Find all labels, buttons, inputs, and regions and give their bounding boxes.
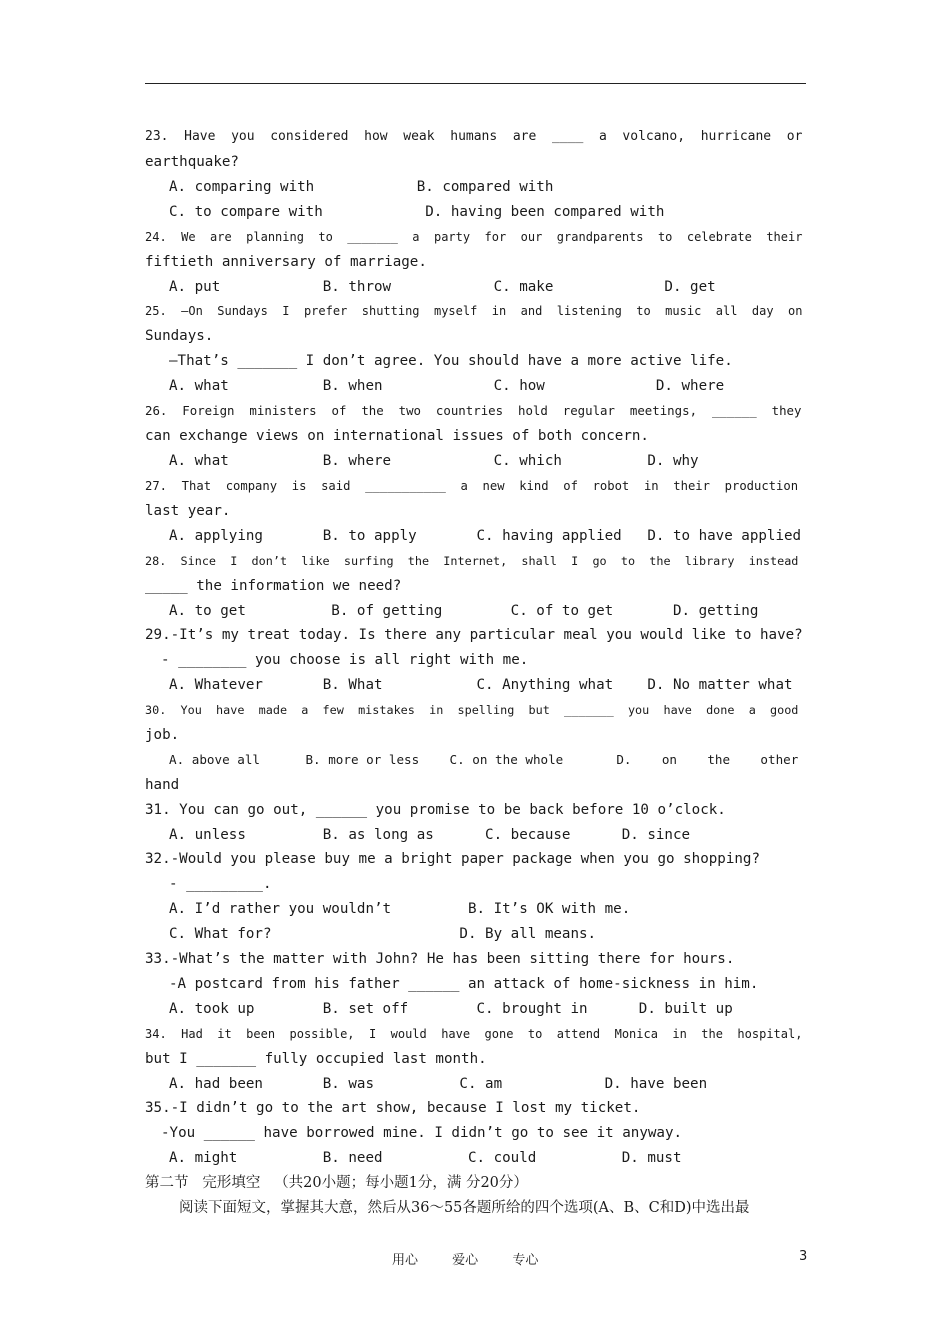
q26-stem: 26. Foreign ministers of the two countries hold regular meetings, ______ they bbox=[145, 403, 802, 418]
q31-options: A. unless B. as long as C. because D. since bbox=[169, 827, 691, 843]
section-heading: 第二节 完形填空 （共20小题；每小题1分，满 分20分） bbox=[145, 1175, 528, 1191]
q28-options: A. to get B. of getting C. of to get D. getting bbox=[169, 603, 759, 619]
q25-stem-cont: Sundays. bbox=[145, 328, 214, 344]
footer-motto bbox=[392, 1249, 568, 1268]
footer-item: 专心 bbox=[512, 1253, 539, 1268]
footer-item: 用心 bbox=[392, 1253, 419, 1268]
q26-stem-cont: can exchange views on international issues of both concern. bbox=[145, 428, 649, 444]
q23-stem: 23. Have you considered how weak humans are ____ a volcano, hurricane or bbox=[145, 129, 803, 144]
q28-stem: 28. Since I don’t like surfing the Internet, shall I go to the library instead bbox=[145, 554, 799, 568]
q35-stem: 35.-I didn’t go to the art show, because I lost my ticket. bbox=[145, 1100, 641, 1116]
q25-reply: —That’s _______ I don’t agree. You should have a more active life. bbox=[169, 353, 733, 369]
q32-options-ab: A. I’d rather you wouldn’t B. It’s OK with me. bbox=[169, 901, 631, 917]
header-rule bbox=[145, 83, 806, 84]
q29-reply: - ________ you choose is all right with me. bbox=[161, 652, 529, 668]
q25-options: A. what B. when C. how D. where bbox=[169, 378, 725, 394]
q27-stem-cont: last year. bbox=[145, 503, 231, 519]
q30-options-cont: hand bbox=[145, 777, 180, 793]
q24-stem: 24. We are planning to _______ a party for our grandparents to celebrate their bbox=[145, 230, 803, 244]
q28-stem-cont: _____ the information we need? bbox=[145, 578, 402, 594]
q35-reply: -You ______ have borrowed mine. I didn’t go to see it anyway. bbox=[161, 1125, 683, 1141]
q24-stem-cont: fiftieth anniversary of marriage. bbox=[145, 254, 427, 270]
q23-options-cd: C. to compare with D. having been compared with bbox=[169, 204, 665, 220]
q23-options-ab: A. comparing with B. compared with bbox=[169, 179, 554, 195]
q26-options: A. what B. where C. which D. why bbox=[169, 453, 699, 469]
q27-options: A. applying B. to apply C. having applied D. to have applied bbox=[169, 528, 802, 544]
footer-item: 爱心 bbox=[452, 1253, 479, 1268]
q32-options-cd: C. What for? D. By all means. bbox=[169, 926, 597, 942]
q32-stem: 32.-Would you please buy me a bright paper package when you go shopping? bbox=[145, 851, 760, 867]
q29-stem: 29.-It’s my treat today. Is there any particular meal you would like to have? bbox=[145, 627, 803, 643]
q32-reply: - _________. bbox=[169, 876, 272, 892]
q30-stem-cont: job. bbox=[145, 727, 180, 743]
q30-options: A. above all B. more or less C. on the whole D. on the other bbox=[169, 752, 799, 767]
q33-stem: 33.-What’s the matter with John? He has been sitting there for hours. bbox=[145, 951, 735, 967]
q25-stem: 25. —On Sundays I prefer shutting myself in and listening to music all day on bbox=[145, 304, 803, 318]
page-number: 3 bbox=[799, 1249, 808, 1264]
q34-options: A. had been B. was C. am D. have been bbox=[169, 1076, 708, 1092]
q31-stem: 31. You can go out, ______ you promise to be back before 10 o’clock. bbox=[145, 802, 726, 818]
q27-stem: 27. That company is said ___________ a new kind of robot in their production bbox=[145, 479, 799, 493]
q34-stem-cont: but I _______ fully occupied last month. bbox=[145, 1051, 487, 1067]
q24-options: A. put B. throw C. make D. get bbox=[169, 279, 716, 295]
q34-stem: 34. Had it been possible, I would have gone to attend Monica in the hospital, bbox=[145, 1027, 803, 1041]
section-instruction: 阅读下面短文，掌握其大意，然后从36～55各题所给的四个选项(A、B、C和D)中选出最 bbox=[179, 1200, 750, 1216]
q35-options: A. might B. need C. could D. must bbox=[169, 1150, 682, 1166]
q23-stem-cont: earthquake? bbox=[145, 154, 239, 170]
q33-reply: -A postcard from his father ______ an attack of home-sickness in him. bbox=[169, 976, 759, 992]
q30-stem: 30. You have made a few mistakes in spelling but _______ you have done a good bbox=[145, 703, 799, 717]
q33-options: A. took up B. set off C. brought in D. built up bbox=[169, 1001, 733, 1017]
q29-options: A. Whatever B. What C. Anything what D. No matter what bbox=[169, 677, 793, 693]
